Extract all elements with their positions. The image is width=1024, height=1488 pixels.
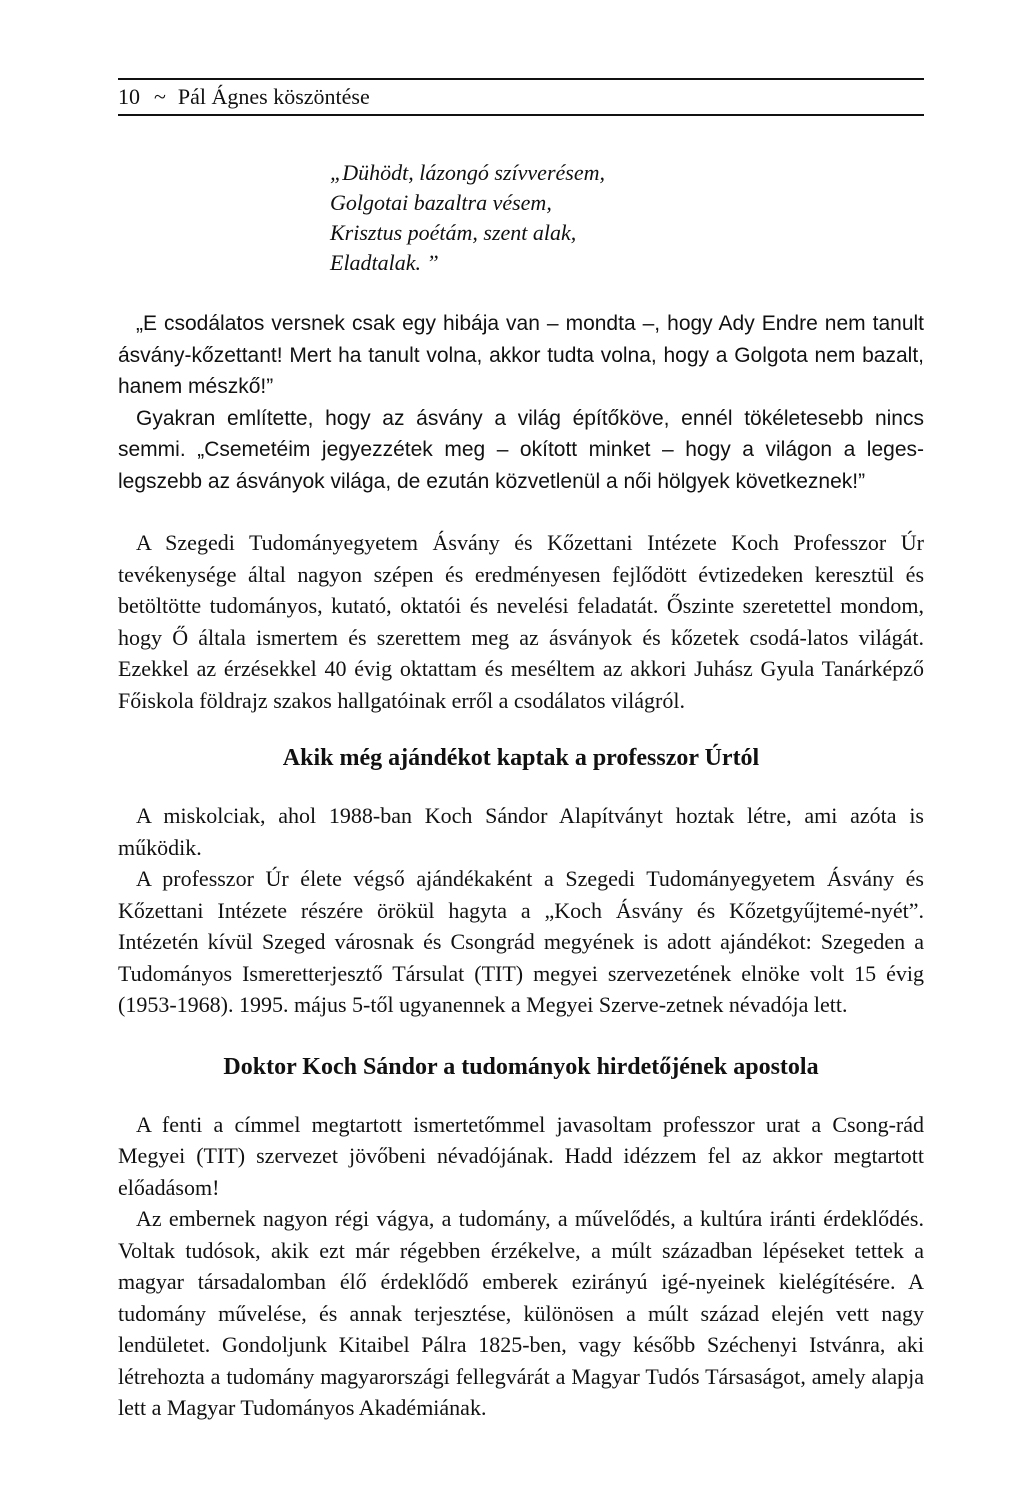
paragraph-collection: A professzor Úr élete végső ajándékaként a Szegedi Tudományegyetem Ásvány és Kőzettani Intézete részére örökül hagyta a „Koch Ásvány és Kőzetgyűjtemé-nyét”. Intézetén kívül Szeged városnak és Csongrád megyének is adott ajándékot: Szegeden a Tudományos Ismeretterjesztő Társulat (TIT) megyei szervezetének elnöke volt 15 évig (1953-1968). 1995. május 5-től ugyanennek a Megyei Szerve-zetnek névadója lett. (118, 866, 924, 1017)
running-title: Pál Ágnes köszöntése (177, 84, 370, 109)
section-heading-gifts: Akik még ajándékot kaptak a professzor Úrtól (282, 745, 760, 771)
header-separator: ~ (154, 84, 166, 109)
paragraph-science-history: Az embernek nagyon régi vágya, a tudomány, a művelődés, a kultúra iránti érdeklődés. Voltak tudósok, akik ezt már régebben érzékelve, a múlt században lépéseket tettek a magyar társadalomban élő érdeklődő emberek ezirányú igé-nyeinek kielégítésére. A tudomány művelése, és annak terjesztése, különösen a múlt század elején vett nagy lendületet. Gondoljunk Kitaibel Pálra 1825-ben, vagy később Széchenyi Istvánra, aki létrehozta a tudomány magyarországi fellegvárát a Magyar Tudós Társaságot, amely alapja lett a Magyar Tudományos Akadémiának. (118, 1206, 924, 1420)
poem-line: Golgotai bazaltra vésem, (330, 190, 552, 215)
poem-line: Krisztus poétám, szent alak, (330, 220, 577, 245)
poem-quote (330, 158, 924, 278)
szeged-block (118, 527, 924, 716)
paragraph-szeged-institute: A Szegedi Tudományegyetem Ásvány és Kőzettani Intézete Koch Professzor Úr tevékenysége által nagyon szépen és eredményesen fejlődött évtizedeken keresztül és betöltötte tudományos, kutató, oktatói és nevelési feladatát. Őszinte szeretettel mondom, hogy Ő általa ismertem és szerettem meg az ásványok és kőzetek csodá-latos világát. Ezekkel az érzésekkel 40 évig oktattam és meséltem az akkori Juhász Gyula Tanárképző Főiskola földrajz szakos hallgatóinak erről a csodálatos világról. (118, 530, 924, 713)
paragraph-miskolc: A miskolciak, ahol 1988-ban Koch Sándor Alapítványt hoztak létre, ami azóta is működik. (118, 803, 924, 860)
poem-line: „Dühödt, lázongó szívverésem, (330, 160, 605, 185)
paragraph-mineral-quote: Gyakran említette, hogy az ásvány a világ építőköve, ennél tökéletesebb nincs semmi. „Csemetéim jegyezzétek meg – okított minket – hogy a világon a leges-legszebb az ásványok világa, de ezután közvetlenül a női hölgyek következnek!” (118, 406, 924, 493)
poem-line: Eladtalak. ” (330, 250, 439, 275)
section-heading-apostle: Doktor Koch Sándor a tudományok hirdetőjének apostola (223, 1053, 819, 1080)
quote-block (118, 308, 924, 497)
page-number: 10 (118, 84, 140, 109)
document-page (118, 78, 924, 1424)
paragraph-ady-quote: „E csodálatos versnek csak egy hibája van – mondta –, hogy Ady Endre nem tanult ásvány-kőzettant! Mert ha tanult volna, akkor tudta volna, hogy a Golgota nem bazalt, hanem mészkő!” (118, 312, 924, 398)
paragraph-naming: A fenti a címmel megtartott ismertetőmmel javasoltam professzor urat a Csong-rád Megyei (TIT) szervezet jövőbeni névadójának. Hadd idézzem fel az akkor megtartott előadásom! (118, 1111, 924, 1200)
running-header (118, 78, 924, 116)
